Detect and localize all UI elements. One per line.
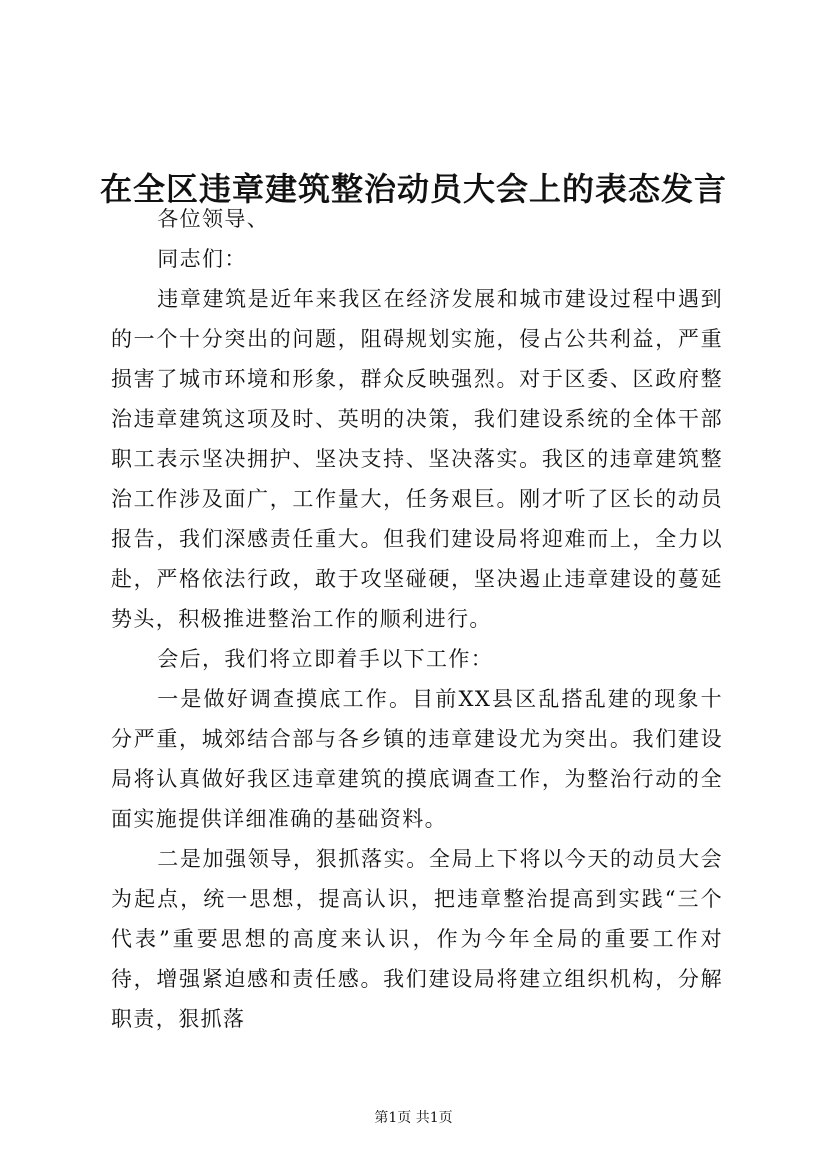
salutation-line: 各位领导、 bbox=[157, 207, 270, 231]
body-paragraph: 二是加强领导，狠抓落实。全局上下将以今天的动员大会为起点，统一思想，提高认识，把违章整治提高到实践“三个代表”重要思想的高度来认识，作为今年全局的重要工作对待，增强紧迫感和责任感。我们建设局将建立组织机构，分解职责，狠抓落 bbox=[111, 847, 723, 1031]
page-number-footer: 第1页 共1页 bbox=[374, 1110, 453, 1126]
body-paragraph: 违章建筑是近年来我区在经济发展和城市建设过程中遇到的一个十分突出的问题，阻碍规划实施，侵占公共利益，严重损害了城市环境和形象，群众反映强烈。对于区委、区政府整治违章建筑这项及时、英明的决策，我们建设系统的全体干部职工表示坚决拥护、坚决支持、坚决落实。我区的违章建筑整治工作涉及面广，工作量大，任务艰巨。刚才听了区长的动员报告，我们深感责任重大。但我们建设局将迎难而上，全力以赴，严格依法行政，敢于攻坚碰硬，坚决遏止违章建设的蔓延势头，积极推进整治工作的顺利进行。 bbox=[111, 287, 723, 631]
document-body bbox=[111, 199, 723, 1039]
salutation-line: 同志们： bbox=[157, 247, 247, 271]
body-paragraph: 会后，我们将立即着手以下工作： bbox=[157, 647, 494, 671]
body-paragraph: 一是做好调查摸底工作。目前XX县区乱搭乱建的现象十分严重，城郊结合部与各乡镇的违章建设尤为突出。我们建设局将认真做好我区违章建筑的摸底调查工作，为整治行动的全面实施提供详细准确的基础资料。 bbox=[111, 687, 723, 831]
document-title: 在全区违章建筑整治动员大会上的表态发言 bbox=[99, 170, 727, 209]
